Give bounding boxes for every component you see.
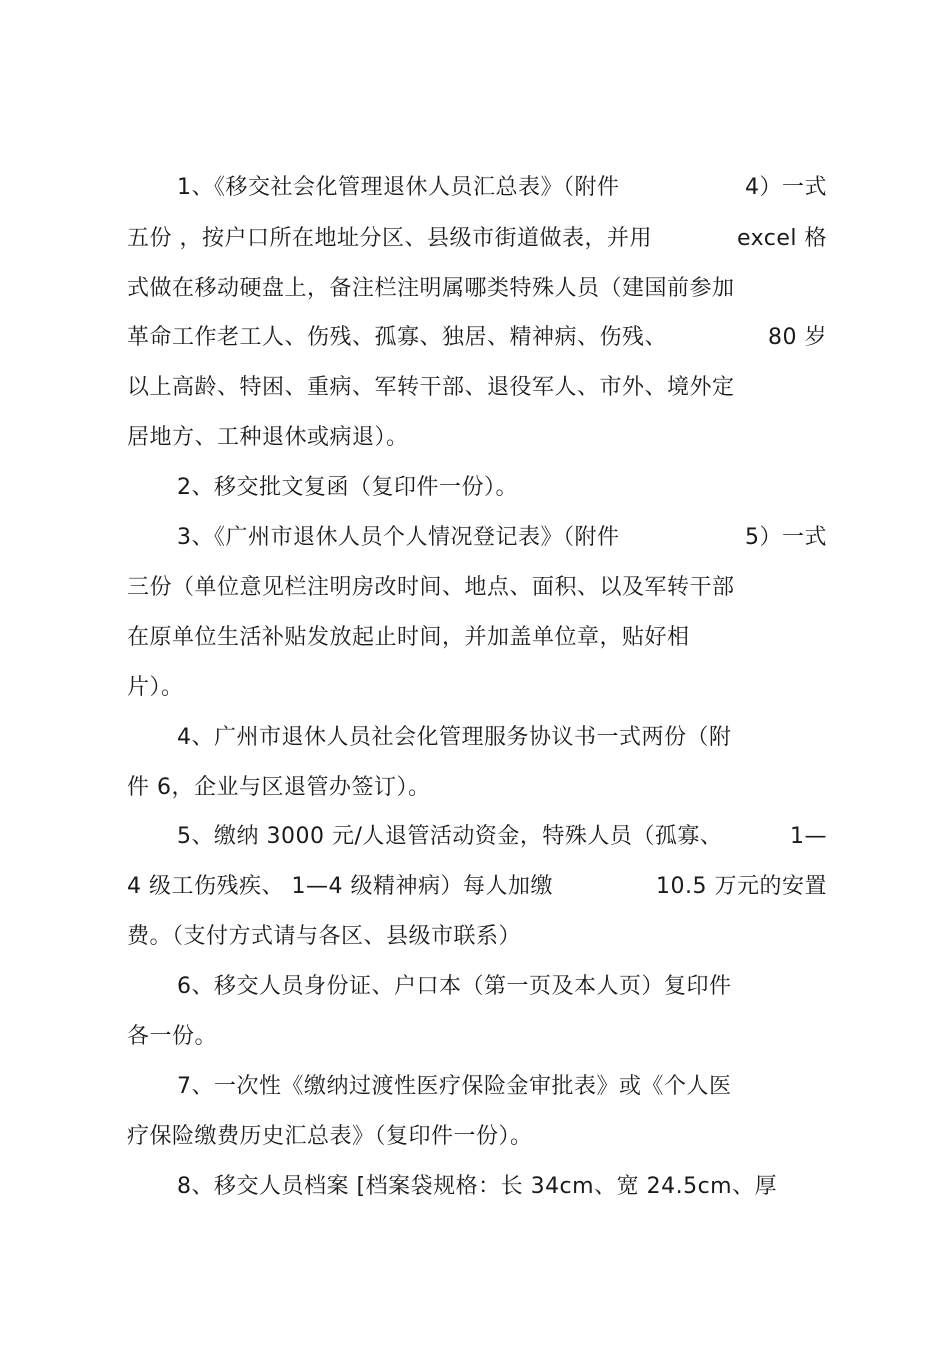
text-line (127, 225, 827, 255)
text-segment: 10.5 万元的安置 (656, 874, 827, 899)
text-line: 疗保险缴费历史汇总表》（复印件一份）。 (127, 1124, 533, 1149)
text-segment: 五份 ，按户口所在地址分区、县级市街道做表，并用 (127, 226, 652, 251)
text-segment: 5）一式 (745, 525, 827, 550)
text-line (177, 524, 827, 554)
text-line: 在原单位生活补贴发放起止时间，并加盖单位章，贴好相 (127, 625, 690, 650)
text-segment: 3、《广州市退休人员个人情况登记表》（附件 (177, 525, 620, 550)
text-line (127, 873, 827, 903)
text-segment: 4）一式 (745, 175, 827, 200)
text-line: 2、移交批文复函（复印件一份）。 (177, 475, 518, 500)
text-line (177, 823, 827, 853)
text-line: 居地方、工种退休或病退）。 (127, 425, 409, 450)
text-line: 各一份。 (127, 1024, 218, 1049)
text-line: 片）。 (127, 675, 184, 700)
text-line: 件 6，企业与区退管办签订）。 (127, 775, 431, 800)
text-segment: 80 岁 (768, 325, 827, 350)
text-line: 4、广州市退休人员社会化管理服务协议书一式两份（附 (177, 725, 732, 750)
text-line: 8、移交人员档案 [档案袋规格：长 34cm、宽 24.5cm、厚 (177, 1174, 778, 1199)
text-line: 三份（单位意见栏注明房改时间、地点、面积、以及军转干部 (127, 575, 735, 600)
text-line: 以上高龄、特困、重病、军转干部、退役军人、市外、境外定 (127, 375, 735, 400)
text-line: 费。（支付方式请与各区、县级市联系） (127, 924, 522, 949)
text-line (127, 324, 827, 354)
text-line: 式做在移动硬盘上，备注栏注明属哪类特殊人员（建国前参加 (127, 276, 735, 301)
text-segment: 5、缴纳 3000 元/人退管活动资金，特殊人员（孤寡、 (177, 824, 723, 849)
text-segment: 革命工作老工人、伤残、孤寡、独居、精神病、伤残、 (127, 325, 668, 350)
text-line: 6、移交人员身份证、户口本（第一页及本人页）复印件 (177, 974, 732, 999)
text-segment: 1— (790, 824, 827, 849)
text-segment: 1、《移交社会化管理退休人员汇总表》（附件 (177, 175, 620, 200)
text-line: 7、一次性《缴纳过渡性医疗保险金审批表》或《个人医 (177, 1074, 732, 1099)
text-segment: 4 级工伤残疾、 1—4 级精神病）每人加缴 (127, 874, 553, 899)
text-line (177, 174, 827, 204)
text-segment: excel 格 (736, 226, 827, 251)
